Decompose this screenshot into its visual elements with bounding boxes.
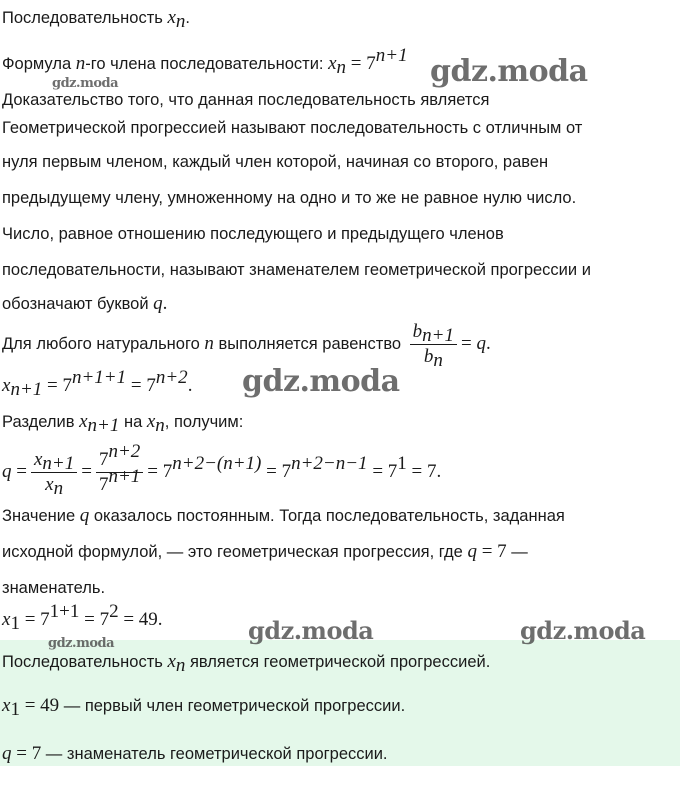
watermark: gdz.moda bbox=[520, 616, 646, 645]
watermark: gdz.moda bbox=[52, 76, 119, 91]
q-computation: q = $\frac{x_{n+1}}{x_n}$ = $\frac{7^{n+2}}{7^{n+1}}$ = $7^{n+2-(n+1)} = 7^{n+2-n-1} = 7^1 = 7$. bbox=[2, 441, 442, 500]
paragraph-line: нуля первым членом, каждый член которой, начиная со второго, равен bbox=[2, 153, 549, 171]
answer-box bbox=[0, 640, 680, 766]
watermark: gdz.moda bbox=[48, 636, 115, 651]
paragraph-line: предыдущему члену, умноженному на одно и то же не равное нулю число. bbox=[2, 189, 577, 207]
next-term-formula: $x_{n+1} = 7^{n+1+1} = 7^{n+2}$. bbox=[2, 367, 193, 400]
paragraph-line: последовательности, называют знаменателем геометрической прогрессии и bbox=[2, 261, 591, 279]
sequence-title: Последовательность $x_n$. bbox=[2, 7, 190, 32]
watermark: gdz.moda bbox=[242, 364, 400, 399]
dividing-line: Разделив $x_{n+1}$ на $x_n$, получим: bbox=[2, 411, 244, 436]
paragraph-line: Число, равное отношению последующего и предыдущего членов bbox=[2, 225, 504, 243]
paragraph-line: Значение q оказалось постоянным. Тогда последовательность, заданная bbox=[2, 505, 565, 526]
watermark: gdz.moda bbox=[248, 616, 374, 645]
answer-line: $x_1 = 49$ — первый член геометрической прогрессии. bbox=[2, 695, 406, 720]
q-fraction-powers: $\frac{7^{n+2}}{7^{n+1}}$ bbox=[96, 448, 143, 497]
paragraph-line: исходной формулой, — это геометрическая прогрессия, где q = 7 — bbox=[2, 541, 528, 562]
q-fraction-x: $\frac{x_{n+1}}{x_n}$ bbox=[31, 448, 77, 497]
ratio-line: Для любого натурального n выполняется равенство $\frac{b_{n+1}}{b_n}$ = q. bbox=[2, 321, 491, 372]
paragraph-line: Геометрической прогрессией называют последовательность с отличным от bbox=[2, 119, 583, 137]
paragraph-line: Доказательство того, что данная последовательность является bbox=[2, 91, 490, 109]
ratio-fraction: $\frac{b_{n+1}}{b_n}$ bbox=[410, 320, 457, 369]
paragraph-line: обозначают буквой q. bbox=[2, 293, 168, 314]
answer-line: Последовательность $x_n$ является геометрической прогрессией. bbox=[2, 651, 491, 676]
answer-line: q = 7 — знаменатель геометрической прогрессии. bbox=[2, 743, 388, 764]
watermark: gdz.moda bbox=[430, 54, 588, 89]
first-term-formula: $x_1 = 7^{1+1} = 7^2 = 49$. bbox=[2, 601, 163, 634]
paragraph-line: знаменатель. bbox=[2, 579, 106, 597]
formula-line: Формула n-го члена последовательности: $x_n = 7^{n+1}$ bbox=[2, 45, 408, 78]
